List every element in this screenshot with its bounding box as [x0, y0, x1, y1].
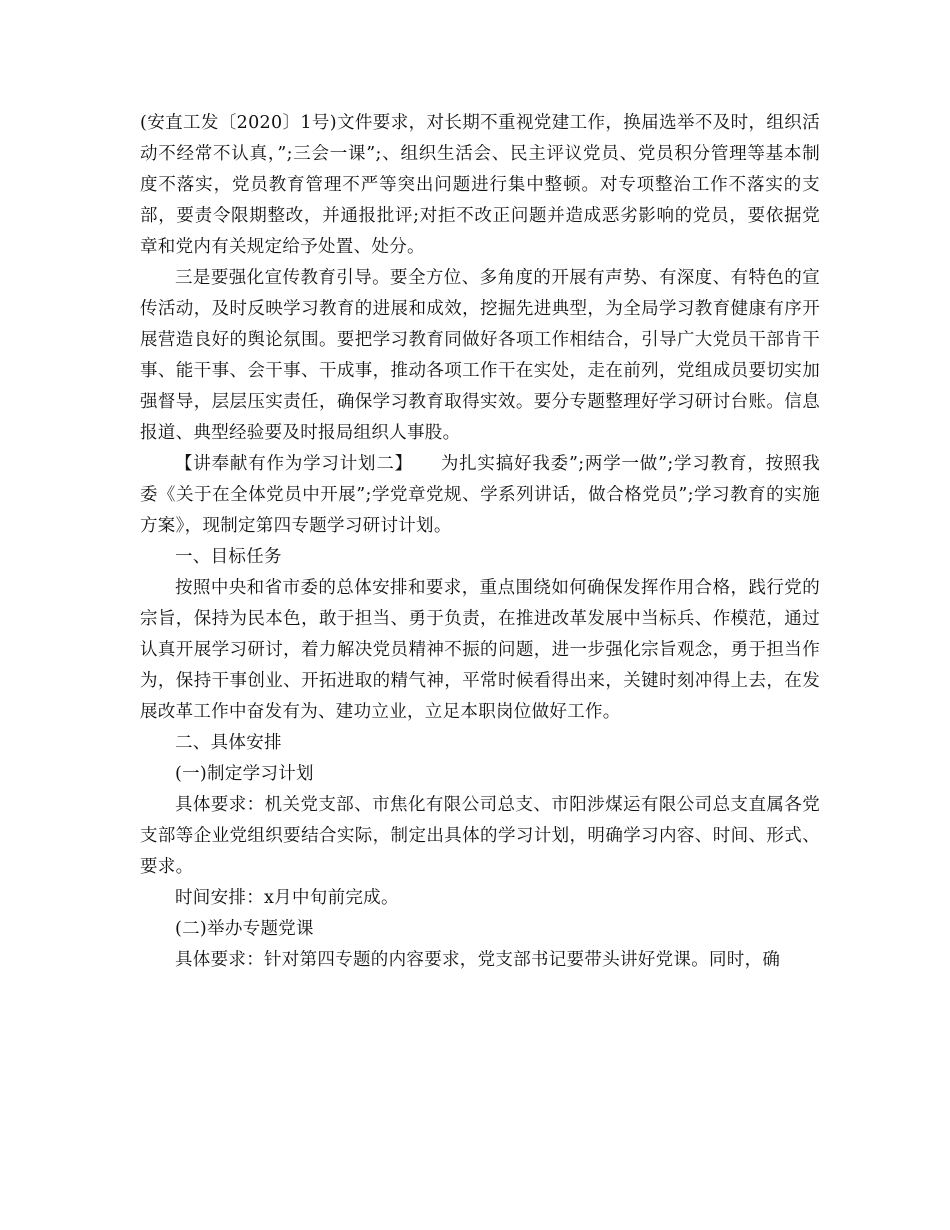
document-body: [140, 108, 820, 976]
paragraph-1: (安直工发〔2020〕1号)文件要求，对长期不重视党建工作，换届选举不及时，组织活动不经常不认真，”;三会一课”;、组织生活会、民主评议党员、党员积分管理等基本制度不落实，党员教育管理不严等突出问题进行集中整顿。对专项整治工作不落实的支部，要责令限期整改，并通报批评;对拒不改正问题并造成恶劣影响的党员，要依据党章和党内有关规定给予处置、处分。: [140, 113, 820, 257]
paragraph-4: 按照中央和省市委的总体安排和要求，重点围绕如何确保发挥作用合格，践行党的宗旨，保持为民本色，敢于担当、勇于负责，在推进改革发展中当标兵、作模范，通过认真开展学习研讨，着力解决党员精神不振的问题，进一步强化宗旨观念，勇于担当作为，保持干事创业、开拓进取的精气神，平常时候看得出来，关键时刻冲得上去，在发展改革工作中奋发有为、建功立业，立足本职岗位做好工作。: [140, 578, 820, 722]
paragraph-2: 三是要强化宣传教育引导。要全方位、多角度的开展有声势、有深度、有特色的宣传活动，及时反映学习教育的进展和成效，挖掘先进典型，为全局学习教育健康有序开展营造良好的舆论氛围。要把学习教育同做好各项工作相结合，引导广大党员干部肯干事、能干事、会干事、干成事，推动各项工作干在实处，走在前列，党组成员要切实加强督导，层层压实责任，确保学习教育取得实效。要分专题整理好学习研讨台账。信息报道、典型经验要及时报局组织人事股。: [140, 268, 820, 443]
paragraph-6: 时间安排：x月中旬前完成。: [175, 888, 399, 908]
paragraph-5: 具体要求：机关党支部、市焦化有限公司总支、市阳涉煤运有限公司总支直属各党支部等企业党组织要结合实际，制定出具体的学习计划，明确学习内容、时间、形式、要求。: [140, 795, 820, 877]
section-heading-1: 一、目标任务: [175, 547, 282, 567]
section-heading-2: 二、具体安排: [175, 733, 282, 753]
subsection-heading-1: (一)制定学习计划: [175, 764, 314, 784]
paragraph-3: 【讲奉献有作为学习计划二】 为扎实搞好我委”;两学一做”;学习教育，按照我委《关于在全体党员中开展”;学党章党规、学系列讲话，做合格党员”;学习教育的实施方案》，现制定第四专题学习研讨计划。: [140, 454, 820, 536]
paragraph-7: 具体要求：针对第四专题的内容要求，党支部书记要带头讲好党课。同时，确: [175, 950, 781, 970]
subsection-heading-2: (二)举办专题党课: [175, 919, 314, 939]
